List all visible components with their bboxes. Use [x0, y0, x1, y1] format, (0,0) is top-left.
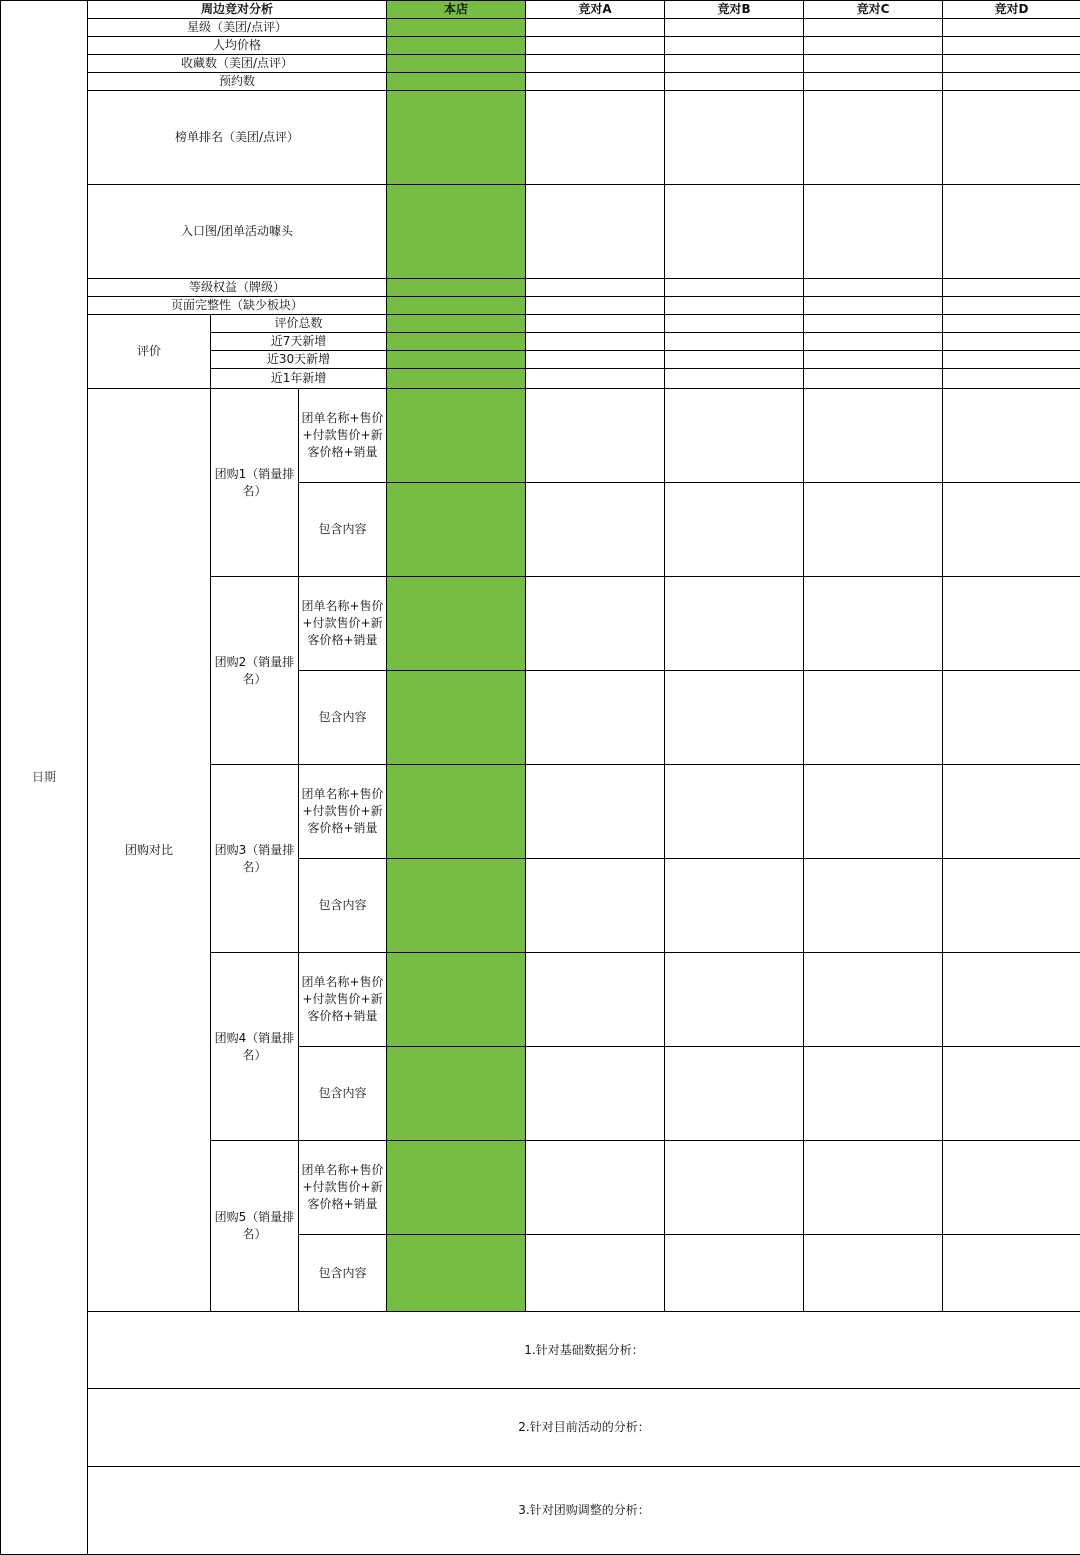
competitor-b-cell[interactable] — [665, 73, 804, 91]
own-store-cell[interactable] — [387, 91, 526, 185]
metric-label-level-rights: 等级权益（牌级） — [88, 279, 387, 297]
competitor-d-cell[interactable] — [943, 315, 1080, 333]
competitor-a-cell[interactable] — [526, 953, 665, 1047]
competitor-c-cell[interactable] — [804, 91, 943, 185]
competitor-c-cell[interactable] — [804, 185, 943, 279]
competitor-c-cell[interactable] — [804, 351, 943, 369]
competitor-c-cell[interactable] — [804, 279, 943, 297]
competitor-c-cell[interactable] — [804, 333, 943, 351]
competitor-d-cell[interactable] — [943, 1047, 1080, 1141]
competitor-a-cell[interactable] — [526, 351, 665, 369]
competitor-a-cell[interactable] — [526, 369, 665, 389]
competitor-b-cell[interactable] — [665, 297, 804, 315]
competitor-b-cell[interactable] — [665, 37, 804, 55]
competitor-b-cell[interactable] — [665, 279, 804, 297]
group-buy-content-label: 包含内容 — [299, 671, 387, 765]
competitor-d-cell[interactable] — [943, 765, 1080, 859]
own-store-cell[interactable] — [387, 315, 526, 333]
competitor-d-cell[interactable] — [943, 55, 1080, 73]
competitor-c-cell[interactable] — [804, 37, 943, 55]
own-store-cell[interactable] — [387, 333, 526, 351]
date-cell[interactable]: 日期 — [1, 1, 88, 1555]
metric-label-page-complete: 页面完整性（缺少板块） — [88, 297, 387, 315]
competitor-d-cell[interactable] — [943, 19, 1080, 37]
group-buy-name: 团购4（销量排名） — [211, 953, 299, 1141]
metric-label-favorites: 收藏数（美团/点评） — [88, 55, 387, 73]
competitor-b-cell[interactable] — [665, 185, 804, 279]
competitor-a-cell[interactable] — [526, 279, 665, 297]
competitor-b-cell[interactable] — [665, 483, 804, 577]
review-item-label: 近30天新增 — [211, 351, 387, 369]
own-store-cell[interactable] — [387, 55, 526, 73]
analysis-basic-data[interactable]: 1.针对基础数据分析： — [88, 1312, 1080, 1389]
competitor-d-cell[interactable] — [943, 351, 1080, 369]
group-buy-name: 团购1（销量排名） — [211, 389, 299, 577]
competitor-b-cell[interactable] — [665, 333, 804, 351]
section-title: 周边竞对分析 — [88, 1, 387, 19]
column-header-competitor-c: 竞对C — [804, 1, 943, 19]
competitor-a-cell[interactable] — [526, 671, 665, 765]
own-store-cell[interactable] — [387, 369, 526, 389]
competitor-d-cell[interactable] — [943, 73, 1080, 91]
competitor-a-cell[interactable] — [526, 19, 665, 37]
group-buy-content-label: 包含内容 — [299, 1235, 387, 1312]
review-item-label: 评价总数 — [211, 315, 387, 333]
competitor-d-cell[interactable] — [943, 333, 1080, 351]
group-buy-content-label: 包含内容 — [299, 859, 387, 953]
competitor-c-cell[interactable] — [804, 577, 943, 671]
own-store-cell[interactable] — [387, 351, 526, 369]
competitor-d-cell[interactable] — [943, 185, 1080, 279]
group-buy-info-label: 团单名称+售价+付款售价+新客价格+销量 — [299, 389, 387, 483]
own-store-cell[interactable] — [387, 1047, 526, 1141]
competitor-c-cell[interactable] — [804, 55, 943, 73]
competitor-b-cell[interactable] — [665, 55, 804, 73]
own-store-cell[interactable] — [387, 765, 526, 859]
competitor-c-cell[interactable] — [804, 671, 943, 765]
metric-label-entry-banner: 入口图/团单活动噱头 — [88, 185, 387, 279]
competitor-d-cell[interactable] — [943, 279, 1080, 297]
review-item-label: 近7天新增 — [211, 333, 387, 351]
competitor-d-cell[interactable] — [943, 1235, 1080, 1312]
group-buy-info-label: 团单名称+售价+付款售价+新客价格+销量 — [299, 1141, 387, 1235]
own-store-cell[interactable] — [387, 279, 526, 297]
competitor-a-cell[interactable] — [526, 577, 665, 671]
competitor-b-cell[interactable] — [665, 1047, 804, 1141]
competitor-c-cell[interactable] — [804, 1141, 943, 1235]
competitor-b-cell[interactable] — [665, 91, 804, 185]
column-header-competitor-b: 竞对B — [665, 1, 804, 19]
competitor-c-cell[interactable] — [804, 73, 943, 91]
metric-label-ranking: 榜单排名（美团/点评） — [88, 91, 387, 185]
analysis-group-buy-adjustment[interactable]: 3.针对团购调整的分析： — [88, 1467, 1080, 1555]
competitor-c-cell[interactable] — [804, 483, 943, 577]
competitor-a-cell[interactable] — [526, 37, 665, 55]
competitor-a-cell[interactable] — [526, 91, 665, 185]
own-store-cell[interactable] — [387, 671, 526, 765]
competitor-d-cell[interactable] — [943, 91, 1080, 185]
competitor-b-cell[interactable] — [665, 369, 804, 389]
own-store-cell[interactable] — [387, 73, 526, 91]
own-store-cell[interactable] — [387, 953, 526, 1047]
competitor-d-cell[interactable] — [943, 37, 1080, 55]
competitor-d-cell[interactable] — [943, 389, 1080, 483]
competitor-d-cell[interactable] — [943, 671, 1080, 765]
competitor-b-cell[interactable] — [665, 859, 804, 953]
competitor-a-cell[interactable] — [526, 859, 665, 953]
group-buy-info-label: 团单名称+售价+付款售价+新客价格+销量 — [299, 953, 387, 1047]
group-buy-info-label: 团单名称+售价+付款售价+新客价格+销量 — [299, 765, 387, 859]
competitor-a-cell[interactable] — [526, 297, 665, 315]
competitor-b-cell[interactable] — [665, 351, 804, 369]
competitor-b-cell[interactable] — [665, 1141, 804, 1235]
competitor-d-cell[interactable] — [943, 953, 1080, 1047]
competitor-c-cell[interactable] — [804, 859, 943, 953]
own-store-cell[interactable] — [387, 577, 526, 671]
own-store-cell[interactable] — [387, 37, 526, 55]
competitor-c-cell[interactable] — [804, 315, 943, 333]
competitor-c-cell[interactable] — [804, 1047, 943, 1141]
review-item-label: 近1年新增 — [211, 369, 387, 389]
own-store-cell[interactable] — [387, 297, 526, 315]
analysis-current-activity[interactable]: 2.针对目前活动的分析： — [88, 1389, 1080, 1467]
competitor-b-cell[interactable] — [665, 1235, 804, 1312]
competitor-a-cell[interactable] — [526, 55, 665, 73]
column-header-competitor-d: 竞对D — [943, 1, 1080, 19]
own-store-cell[interactable] — [387, 1141, 526, 1235]
competitor-b-cell[interactable] — [665, 765, 804, 859]
competitor-d-cell[interactable] — [943, 859, 1080, 953]
group-buy-section-label: 团购对比 — [88, 389, 211, 1312]
own-store-cell[interactable] — [387, 185, 526, 279]
competitor-c-cell[interactable] — [804, 765, 943, 859]
competitor-a-cell[interactable] — [526, 185, 665, 279]
competitor-c-cell[interactable] — [804, 953, 943, 1047]
reviews-group-label: 评价 — [88, 315, 211, 389]
own-store-cell[interactable] — [387, 389, 526, 483]
competitor-a-cell[interactable] — [526, 1235, 665, 1312]
competitor-d-cell[interactable] — [943, 369, 1080, 389]
competitor-a-cell[interactable] — [526, 1047, 665, 1141]
competitor-a-cell[interactable] — [526, 389, 665, 483]
competitor-a-cell[interactable] — [526, 1141, 665, 1235]
competitor-a-cell[interactable] — [526, 73, 665, 91]
competitor-b-cell[interactable] — [665, 19, 804, 37]
column-header-competitor-a: 竞对A — [526, 1, 665, 19]
competitor-c-cell[interactable] — [804, 1235, 943, 1312]
group-buy-info-label: 团单名称+售价+付款售价+新客价格+销量 — [299, 577, 387, 671]
competitor-b-cell[interactable] — [665, 671, 804, 765]
own-store-cell[interactable] — [387, 483, 526, 577]
competitor-b-cell[interactable] — [665, 577, 804, 671]
own-store-cell[interactable] — [387, 1235, 526, 1312]
competitor-c-cell[interactable] — [804, 19, 943, 37]
competitor-d-cell[interactable] — [943, 1141, 1080, 1235]
metric-label-avg-price: 人均价格 — [88, 37, 387, 55]
competitor-b-cell[interactable] — [665, 953, 804, 1047]
competitor-c-cell[interactable] — [804, 389, 943, 483]
competitor-a-cell[interactable] — [526, 765, 665, 859]
competitor-c-cell[interactable] — [804, 369, 943, 389]
competitor-b-cell[interactable] — [665, 389, 804, 483]
column-header-own-store: 本店 — [387, 1, 526, 19]
own-store-cell[interactable] — [387, 19, 526, 37]
competitor-c-cell[interactable] — [804, 297, 943, 315]
competitor-d-cell[interactable] — [943, 483, 1080, 577]
metric-label-bookings: 预约数 — [88, 73, 387, 91]
group-buy-content-label: 包含内容 — [299, 1047, 387, 1141]
group-buy-name: 团购5（销量排名） — [211, 1141, 299, 1312]
group-buy-name: 团购2（销量排名） — [211, 577, 299, 765]
competitor-a-cell[interactable] — [526, 483, 665, 577]
competitor-d-cell[interactable] — [943, 297, 1080, 315]
own-store-cell[interactable] — [387, 859, 526, 953]
group-buy-name: 团购3（销量排名） — [211, 765, 299, 953]
competitor-d-cell[interactable] — [943, 577, 1080, 671]
competitor-a-cell[interactable] — [526, 315, 665, 333]
competitor-a-cell[interactable] — [526, 333, 665, 351]
competitor-b-cell[interactable] — [665, 315, 804, 333]
metric-label-star: 星级（美团/点评） — [88, 19, 387, 37]
group-buy-content-label: 包含内容 — [299, 483, 387, 577]
